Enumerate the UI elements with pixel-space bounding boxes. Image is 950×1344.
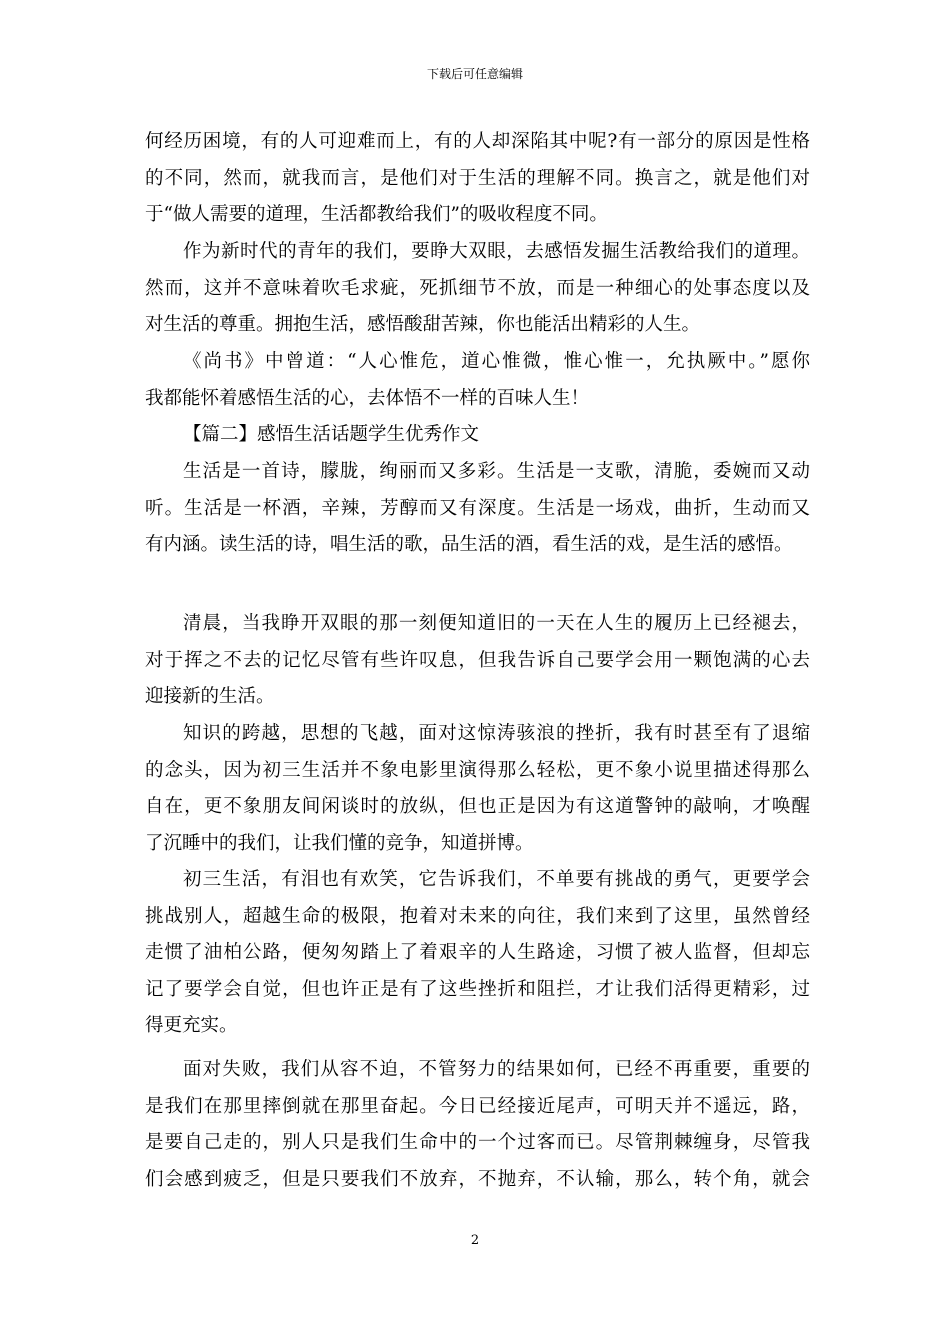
- text-line: 迎接新的生活。: [145, 686, 275, 707]
- page-number: 2: [470, 1233, 480, 1248]
- paragraph: [145, 234, 810, 344]
- text-line: 记了要学会自觉，但也许正是有了这些挫折和阻拦，才让我们活得更精彩，过: [145, 978, 810, 1000]
- text-line: 了沉睡中的我们，让我们懂的竞争，知道拼博。: [145, 832, 534, 854]
- paragraph: [145, 606, 810, 716]
- paragraph: [145, 454, 810, 564]
- text-line: 作为新时代的青年的我们，要睁大双眼，去感悟发掘生活教给我们的道理。: [183, 241, 810, 262]
- text-line: 是要自己走的，别人只是我们生命中的一个过客而已。尽管荆棘缠身，尽管我: [145, 1132, 810, 1153]
- text-line: 知识的跨越，思想的飞越，面对这惊涛骇浪的挫折，我有时甚至有了退缩: [183, 723, 810, 744]
- text-line: 走惯了油柏公路，便匆匆踏上了着艰辛的人生路途，习惯了被人监督，但却忘: [145, 942, 810, 963]
- text-line: 于“做人需要的道理，生活都教给我们”的吸收程度不同。: [145, 204, 608, 225]
- text-line: 清晨，当我睁开双眼的那一刻便知道旧的一天在人生的履历上已经褪去，: [183, 613, 810, 634]
- text-line: 有内涵。读生活的诗，唱生活的歌，品生活的酒，看生活的戏，是生活的感悟。: [145, 534, 793, 555]
- text-line: 对生活的尊重。拥抱生活，感悟酸甜苦辣，你也能活出精彩的人生。: [145, 314, 701, 335]
- text-line: 然而，这并不意味着吹毛求疵，死抓细节不放，而是一种细心的处事态度以及: [145, 277, 810, 299]
- text-line: 我都能怀着感悟生活的心，去体悟不一样的百味人生！: [145, 387, 590, 409]
- text-line: 面对失败，我们从容不迫，不管努力的结果如何，已经不再重要，重要的: [183, 1059, 810, 1080]
- page-header: 下载后可任意编辑: [426, 67, 523, 81]
- paragraph: [145, 124, 810, 234]
- text-line: 自在，更不象朋友间闲谈时的放纵，但也正是因为有这道警钟的敲响，才唤醒: [145, 796, 810, 817]
- text-line: 的不同，然而，就我而言，是他们对于生活的理解不同。换言之，就是他们对: [145, 167, 810, 189]
- text-line: 挑战别人，超越生命的极限，抱着对未来的向往，我们来到了这里，虽然曾经: [145, 905, 810, 927]
- text-line: 生活是一首诗，朦胧，绚丽而又多彩。生活是一支歌，清脆，委婉而又动: [183, 461, 810, 482]
- paragraph: [145, 716, 810, 862]
- text-line: 何经历困境，有的人可迎难而上，有的人却深陷其中呢?有一部分的原因是性格: [145, 131, 810, 152]
- text-line: 得更充实。: [145, 1015, 238, 1036]
- paragraph: [145, 1052, 810, 1198]
- text-line: 的念头，因为初三生活并不象电影里演得那么轻松，更不象小说里描述得那么: [145, 759, 810, 781]
- text-line: 初三生活，有泪也有欢笑，它告诉我们，不单要有挑战的勇气，更要学会: [183, 869, 810, 890]
- text-line: 对于挥之不去的记忆尽管有些许叹息，但我告诉自己要学会用一颗饱满的心去: [145, 649, 810, 671]
- text-line: 们会感到疲乏，但是只要我们不放弃，不抛弃，不认输，那么，转个角，就会: [145, 1168, 810, 1190]
- paragraph: [145, 344, 810, 417]
- paragraph: [145, 862, 810, 1045]
- text-line: 听。生活是一杯酒，辛辣，芳醇而又有深度。生活是一场戏，曲折，生动而又: [145, 497, 810, 519]
- text-line: 《尚书》中曾道：“人心惟危，道心惟微，惟心惟一，允执厥中。”愿你: [183, 351, 810, 372]
- text-line: 是我们在那里摔倒就在那里奋起。今日已经接近尾声，可明天并不遥远，路，: [145, 1095, 810, 1117]
- section-title: 【篇二】感悟生活话题学生优秀作文: [183, 424, 480, 445]
